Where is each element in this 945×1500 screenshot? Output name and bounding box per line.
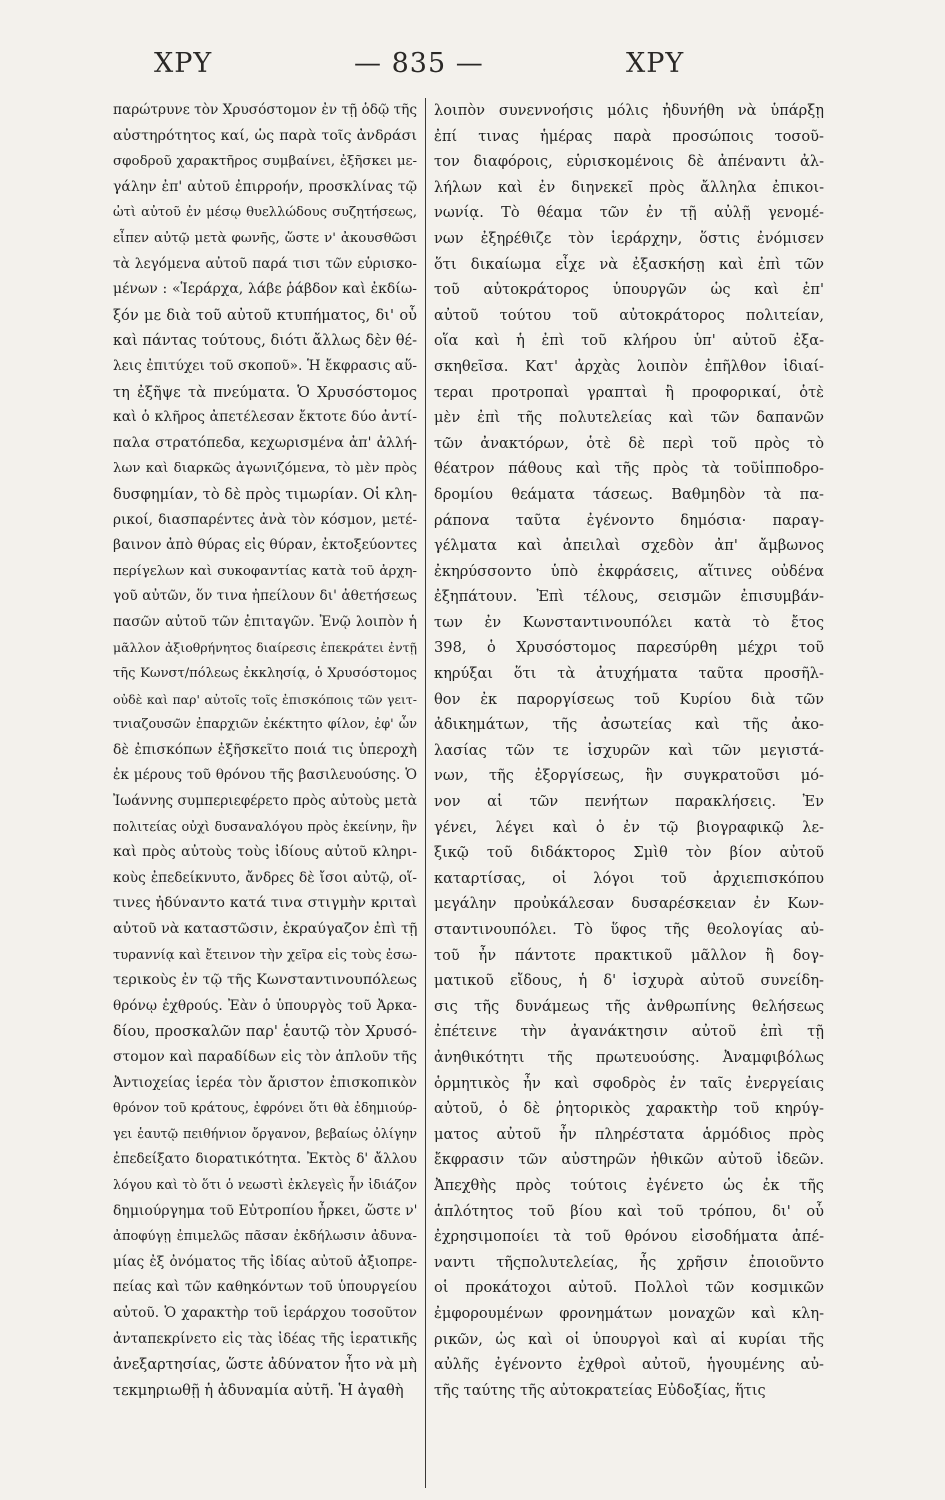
text-line: πασῶν αὐτοῦ τῶν ἐπιταγῶν. Ἐνῷ λοιπὸν ἡ [113,613,417,630]
text-line: ἀποφύγῃ ἐπιμελῶς πᾶσαν ἐκδήλωσιν ἀδυνα- [113,1229,417,1245]
text-line: αὐλῆς ἐγένοντο ἐχθροὶ αὐτοῦ, ἡγουμένης αὐ- [434,1356,824,1374]
text-line: ἐκηρύσσοντο ὑπὸ ἐκφράσεις, αἵτινες οὐδένα [434,562,824,580]
text-line: πολιτείας οὐχὶ δυσαναλόγου πρὸς ἐκείνην, ἣν [113,819,417,835]
text-line: ἀδικημάτων, τῆς ἀσωτείας καὶ τῆς ἀκο- [434,716,824,734]
text-line: οὐδὲ καὶ παρ' αὐτοῖς τοῖς ἐπισκόποις τῶν γειτ- [113,691,417,707]
right-text-column [434,98,824,1403]
text-line: δημιούργημα τοῦ Εὐτροπίου ἦρκει, ὥστε ν' [113,1202,417,1219]
text-line: των ἐν Κωνσταντινουπόλει κατὰ τὸ ἔτος [434,613,824,631]
text-line: αὐτοῦ. Ὁ χαρακτὴρ τοῦ ἱεράρχου τοσοῦτον [113,1304,417,1321]
text-line: σφοδροῦ χαρακτῆρος συμβαίνει, ἐξῆσκει με- [113,154,417,170]
text-line: νωνίᾳ. Τὸ θέαμα τῶν ἐν τῇ αὐλῇ γενομέ- [434,204,824,222]
text-line: καὶ πάντας τούτους, διότι ἄλλως δὲν θέ- [113,332,417,350]
text-line: παλα στρατόπεδα, κεχωρισμένα ἀπ' ἀλλή- [113,434,417,451]
text-line: ἔκφρασιν τῶν αὐστηρῶν ἠθικῶν αὐτοῦ ἰδεῶν. [434,1151,824,1169]
text-line: τεραι προτροπαὶ γραπταὶ ἢ προφορικαί, ὁτὲ [434,383,824,401]
text-line: ρικῶν, ὡς καὶ οἱ ὑπουργοὶ καὶ αἱ κυρίαι τῆς [434,1330,824,1348]
text-line: σις τῆς δυνάμεως τῆς ἀνθρωπίνης θελήσεως [434,997,824,1015]
running-head-left: ΧΡΥ [154,48,213,79]
text-line: λήλων καὶ ἐν διηνεκεῖ πρὸς ἄλληλα ἐπικοι- [434,178,824,196]
text-line: καὶ πρὸς αὐτοὺς τοὺς ἰδίους αὐτοῦ κληρι- [113,844,417,861]
text-line: λόγου καὶ τὸ ὅτι ὁ νεωστὶ ἐκλεγεὶς ἦν ἰδιάζον [113,1177,417,1193]
text-line: λων καὶ διαρκῶς ἀγωνιζόμενα, τὸ μὲν πρὸς [113,461,417,477]
text-line: ἐπί τινας ἡμέρας παρὰ προσώποις τοσοῦ- [434,127,824,145]
text-line: τον διαφόροις, εὑρισκομένοις δὲ ἀπέναντι ἀλ- [434,153,824,171]
text-line: ἐπέτεινε τὴν ἀγανάκτησιν αὐτοῦ ἐπὶ τῇ [434,1023,824,1041]
text-line: ξικῷ τοῦ διδάκτορος Σμὶθ τὸν βίον αὐτοῦ [434,844,824,862]
text-line: ξόν με διὰ τοῦ αὐτοῦ κτυπήματος, δι' οὗ [113,306,417,324]
text-line: Ἀντιοχείας ἱερέα τὸν ἄριστον ἐπισκοπικὸν [113,1074,417,1091]
text-line: ἐχρησιμοποίει τὰ τοῦ θρόνου εἰσοδήματα ἀπέ- [434,1228,824,1246]
running-head-right: ΧΡΥ [626,48,685,79]
text-line: ἀνεξαρτησίας, ὥστε ἀδύνατον ἦτο νὰ μὴ [113,1356,417,1374]
text-line: οἱ προκάτοχοι αὐτοῦ. Πολλοὶ τῶν κοσμικῶν [434,1279,824,1297]
text-line: ματος αὐτοῦ ἦν πληρέστατα ἁρμόδιος πρὸς [434,1125,824,1143]
text-line: τῆς Κωνστ/πόλεως ἐκκλησίᾳ, ὁ Χρυσόστομος [113,666,417,682]
text-line: δίου, προσκαλῶν παρ' ἑαυτῷ τὸν Χρυσό- [113,1023,417,1041]
text-line: ἐπεδείξατο διορατικότητα. Ἐκτὸς δ' ἄλλου [113,1151,417,1168]
text-line: γοῦ αὐτῶν, ὅν τινα ἠπείλουν δι' ἀθετήσεως [113,588,417,605]
text-line: θρόνῳ ἐχθρούς. Ἐὰν ὁ ὑπουργὸς τοῦ Ἀρκα- [113,997,417,1014]
text-line: τυραννίᾳ καὶ ἔτεινον τὴν χεῖρα εἰς τοὺς ἐσω- [113,947,417,963]
text-line: ἀνηθικότητι τῆς πρωτευούσης. Ἀναμφιβόλως [434,1048,824,1066]
text-line: μᾶλλον ἀξιοθρήνητος διαίρεσις ἐπεκράτει ἐντῇ [113,640,417,656]
text-line: γει ἑαυτῷ πειθήνιον ὄργανον, βεβαίως ὀλίγην [113,1126,417,1142]
text-line: καταρτίσας, οἱ λόγοι τοῦ ἀρχιεπισκόπου [434,869,824,887]
text-line: δυσφημίαν, τὸ δὲ πρὸς τιμωρίαν. Οἱ κλη- [113,485,417,503]
text-line: Ἰωάννης συμπεριεφέρετο πρὸς αὐτοὺς μετὰ [113,793,417,810]
text-line: ὠτὶ αὐτοῦ ἐν μέσῳ θυελλώδους συζητήσεως, [113,205,417,221]
text-line: ἐξηπάτουν. Ἐπὶ τέλους, σεισμῶν ἐπισυμβάν- [434,588,824,606]
text-line: νων ἐξηρέθιζε τὸν ἱεράρχην, ὅστις ἐνόμισεν [434,229,824,247]
text-line: καὶ ὁ κλῆρος ἀπετέλεσαν ἔκτοτε δύο ἀντί- [113,409,417,426]
text-line: πείας καὶ τῶν καθηκόντων τοῦ ὑπουργείου [113,1279,417,1296]
text-line: ὁρμητικὸς ἦν καὶ σφοδρὸς ἐν ταῖς ἐνεργείαις [434,1074,824,1092]
text-line: νων, τῆς ἐξοργίσεως, ἣν συγκρατοῦσι μό- [434,767,824,785]
text-line: θρόνον τοῦ κράτους, ἐφρόνει ὅτι θὰ ἐδημιούρ- [113,1101,417,1117]
text-line: αὐστηρότητος καί, ὡς παρὰ τοῖς ἀνδράσι [113,127,417,144]
text-line: τοῦ αὐτοκράτορος ὑπουργῶν ὡς καὶ ἐπ' [434,281,824,299]
text-line: παρώτρυνε τὸν Χρυσόστομον ἐν τῇ ὁδῷ τῆς [113,102,417,118]
text-line: τη ἐξῆψε τὰ πνεύματα. Ὁ Χρυσόστομος [113,383,417,401]
text-line: κηρύξαι ὅτι τὰ ἀτυχήματα ταῦτα προσῆλ- [434,665,824,683]
text-line: ἁπλότητος τοῦ βίου καὶ τοῦ τρόπου, δι' οὗ [434,1202,824,1220]
column-divider [425,98,426,1488]
text-line: ἐμφορουμένων φρονημάτων μοναχῶν καὶ κλη- [434,1304,824,1322]
left-text-column [113,98,417,1403]
text-line: γέλματα καὶ ἀπειλαὶ σχεδὸν ἀπ' ἄμβωνος [434,537,824,555]
text-line: τὰ λεγόμενα αὐτοῦ παρά τισι τῶν εὑρισκο- [113,255,417,272]
text-line: δὲ ἐπισκόπων ἐξῆσκεῖτο ποιά τις ὑπεροχὴ [113,741,417,758]
text-line: μίας ἐξ ὀνόματος τῆς ἰδίας αὐτοῦ ἀξιοπρε- [113,1253,417,1270]
text-line: τεκμηριωθῇ ἡ ἀδυναμία αὐτῆ. Ἡ ἀγαθὴ [113,1381,404,1399]
text-line: ἐκ μέρους τοῦ θρόνου τῆς βασιλευούσης. Ὁ [113,767,417,784]
text-line: λεις ἐπιτύχει τοῦ σκοποῦ». Ἡ ἔκφρασις αὕ- [113,357,417,374]
text-line: τῶν ἀνακτόρων, ὁτὲ δὲ περὶ τοῦ πρὸς τὸ [434,434,824,452]
text-line: τνιαζουσῶν ἐπαρχιῶν ἐκέκτητο φίλον, ἐφ' ὧν [113,717,417,733]
text-line: γένει, λέγει καὶ ὁ ἐν τῷ βιογραφικῷ λε- [434,818,824,836]
text-line: ράπονα ταῦτα ἐγένοντο δημόσια· παραγ- [434,511,824,529]
text-line: γάλην ἐπ' αὐτοῦ ἐπιρροήν, προσκλίνας τῷ [113,178,417,195]
text-line: τοῦ ἦν πάντοτε πρακτικοῦ μᾶλλον ἢ δογ- [434,946,824,964]
text-line: λοιπὸν συνεννοήσις μόλις ἠδυνήθη νὰ ὑπάρξῃ [434,102,824,119]
text-line: τινες ἠδύναντο κατά τινα στιγμὴν κριταὶ [113,895,417,912]
page-header [0,48,945,88]
page-number: — 835 — [354,48,484,79]
text-line: μεγάλην προὐκάλεσαν δυσαρέσκειαν ἐν Κων- [434,895,824,913]
text-line: μένων : «Ἱεράρχα, λάβε ῥάβδον καὶ ἐκδίω- [113,281,417,298]
text-line: κοὺς ἐπεδείκνυτο, ἄνδρες δὲ ἴσοι αὐτῷ, οἵ- [113,869,417,886]
text-line: σκηθεῖσα. Κατ' ἀρχὰς λοιπὸν ἐπῆλθον ἰδιαί- [434,357,824,375]
text-line: περίγελων καὶ συκοφαντίας κατὰ τοῦ ἀρχη- [113,563,417,579]
text-line: δρομίου θεάματα τάσεως. Βαθμηδὸν τὰ πα- [434,485,824,503]
text-line: σταντινουπόλει. Τὸ ὕφος τῆς θεολογίας αὐ- [434,921,824,938]
text-line: ρικοί, διασπαρέντες ἀνὰ τὸν κόσμον, μετέ- [113,511,417,528]
text-line: νον αἱ τῶν πενήτων παρακλήσεις. Ἐν [434,793,824,811]
text-line: τῆς ταύτης τῆς αὐτοκρατείας Εὐδοξίας, ἥτις [434,1381,766,1399]
text-line: θον ἐκ παροργίσεως τοῦ Κυρίου διὰ τῶν [434,690,824,708]
text-line: λασίας τῶν τε ἰσχυρῶν καὶ τῶν μεγιστά- [434,741,824,759]
text-line: αὐτοῦ τούτου τοῦ αὐτοκράτορος πολιτείαν, [434,306,824,324]
text-line: αὐτοῦ, ὁ δὲ ῥητορικὸς χαρακτὴρ τοῦ κηρύγ- [434,1100,824,1118]
text-line: τερικοὺς ἐν τῷ τῆς Κωνσταντινουπόλεως [113,972,417,989]
text-line: Ἀπεχθὴς πρὸς τούτοις ἐγένετο ὡς ἐκ τῆς [434,1176,824,1194]
text-line: θέατρον πάθους καὶ τῆς πρὸς τὰ τοῦἱπποδρο- [434,460,824,478]
text-line: οἵα καὶ ἡ ἐπὶ τοῦ κλήρου ὑπ' αὐτοῦ ἐξα- [434,332,824,350]
text-line: μὲν ἐπὶ τῆς πολυτελείας καὶ τῶν δαπανῶν [434,409,824,427]
text-line: ὅτι δικαίωμα εἶχε νὰ ἐξασκήσῃ καὶ ἐπὶ τῶν [434,255,824,273]
text-line: εἶπεν αὐτῷ μετὰ φωνῆς, ὥστε ν' ἀκουσθῶσι [113,230,417,246]
text-line: ἀνταπεκρίνετο εἰς τὰς ἰδέας τῆς ἱερατικῆς [113,1330,417,1347]
text-line: 398, ὁ Χρυσόστομος παρεσύρθη μέχρι τοῦ [434,639,824,657]
text-line: ματικοῦ εἴδους, ἡ δ' ἰσχυρὰ αὐτοῦ συνείδη- [434,972,824,990]
text-line: στομον καὶ παραδίδων εἰς τὸν ἁπλοῦν τῆς [113,1048,417,1065]
text-line: βαινον ἀπὸ θύρας εἰς θύραν, ἐκτοξεύοντες [113,537,417,554]
text-line: αὐτοῦ νὰ καταστῶσιν, ἐκραύγαζον ἐπὶ τῇ [113,921,417,937]
text-line: ναντι τῆςπολυτελείας, ἧς χρῆσιν ἐποιοῦντο [434,1253,824,1271]
